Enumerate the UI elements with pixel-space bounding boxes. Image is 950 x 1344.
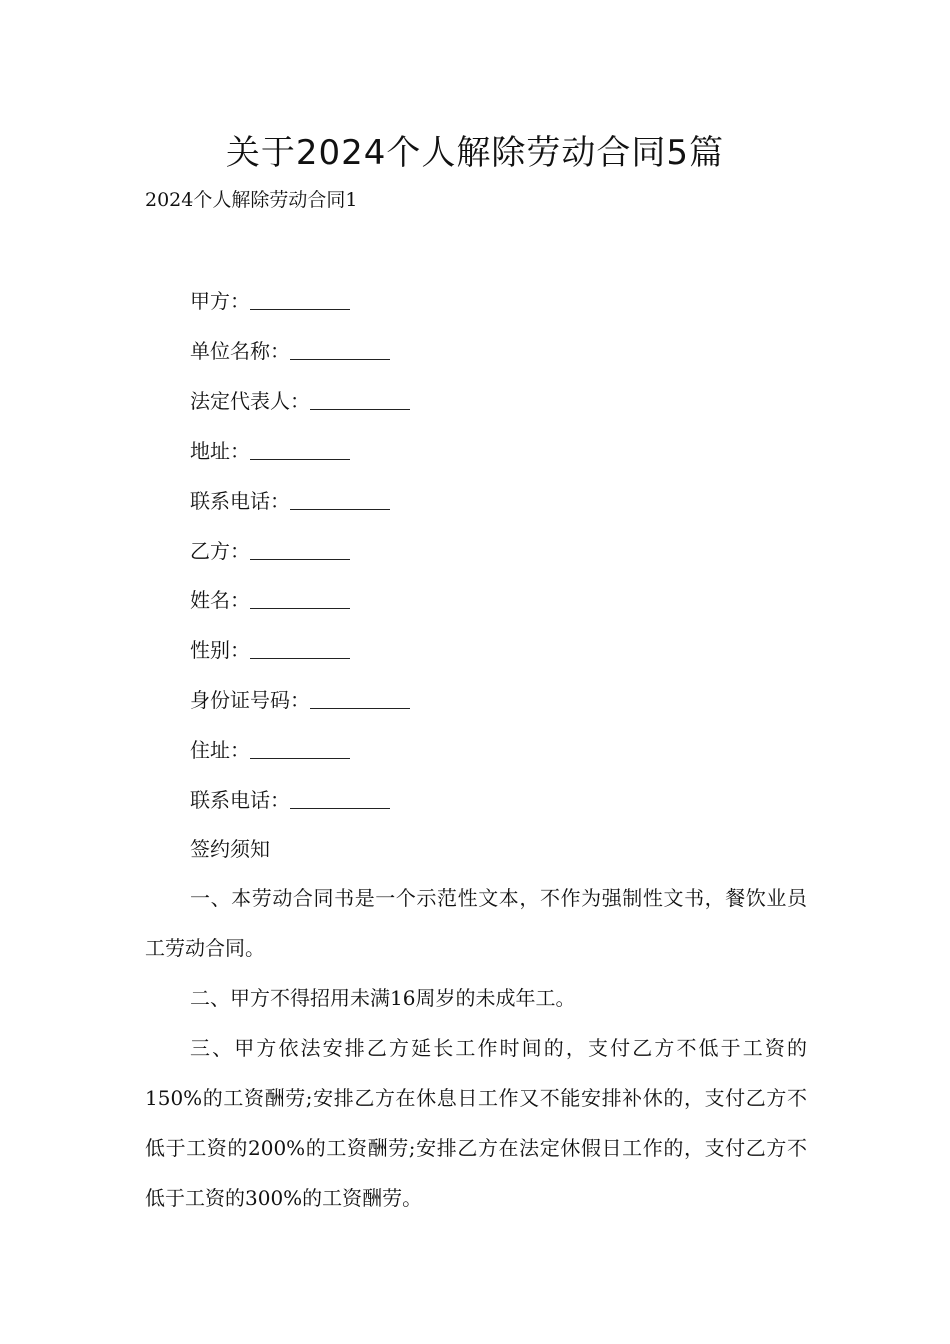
document-subtitle: 2024个人解除劳动合同1 bbox=[145, 189, 358, 211]
residence-blank bbox=[250, 738, 350, 759]
party-b-field bbox=[190, 536, 350, 566]
paragraph-3: 三、甲方依法安排乙方延长工作时间的，支付乙方不低于工资的150%的工资酬劳;安排乙方在休息日工作又不能安排补休的，支付乙方不低于工资的200%的工资酬劳;安排乙方在法定休假日工作的，支付乙方不低于工资的300%的工资酬劳。 bbox=[145, 1036, 807, 1210]
name-blank bbox=[250, 588, 350, 609]
document-title: 关于2024个人解除劳动合同5篇 bbox=[225, 133, 725, 173]
address-label: 地址： bbox=[190, 439, 250, 463]
party-b-phone-blank bbox=[290, 788, 390, 809]
unit-name-field bbox=[190, 336, 390, 366]
residence-field bbox=[190, 735, 350, 765]
gender-label: 性别： bbox=[190, 638, 250, 662]
legal-rep-field bbox=[190, 386, 410, 416]
address-field bbox=[190, 436, 350, 466]
party-a-label: 甲方： bbox=[190, 289, 250, 313]
id-number-field bbox=[190, 685, 410, 715]
party-b-label: 乙方： bbox=[190, 539, 250, 563]
legal-rep-blank bbox=[310, 389, 410, 410]
paragraph-1: 一、本劳动合同书是一个示范性文本，不作为强制性文书，餐饮业员工劳动合同。 bbox=[145, 886, 807, 960]
party-b-phone-field bbox=[190, 785, 390, 815]
party-b-blank bbox=[250, 539, 350, 560]
party-b-phone-label: 联系电话： bbox=[190, 788, 290, 812]
unit-name-blank bbox=[290, 339, 390, 360]
party-a-phone-blank bbox=[290, 489, 390, 510]
id-number-blank bbox=[310, 688, 410, 709]
residence-label: 住址： bbox=[190, 738, 250, 762]
unit-name-label: 单位名称： bbox=[190, 339, 290, 363]
paragraph-2: 二、甲方不得招用未满16周岁的未成年工。 bbox=[190, 986, 576, 1010]
name-label: 姓名： bbox=[190, 588, 250, 612]
notice-heading: 签约须知 bbox=[190, 837, 270, 861]
id-number-label: 身份证号码： bbox=[190, 688, 310, 712]
address-blank bbox=[250, 439, 350, 460]
name-field bbox=[190, 585, 350, 615]
party-a-phone-label: 联系电话： bbox=[190, 489, 290, 513]
gender-field bbox=[190, 635, 350, 665]
gender-blank bbox=[250, 638, 350, 659]
party-a-phone-field bbox=[190, 486, 390, 516]
party-a-blank bbox=[250, 289, 350, 310]
legal-rep-label: 法定代表人： bbox=[190, 389, 310, 413]
party-a-field bbox=[190, 286, 350, 316]
